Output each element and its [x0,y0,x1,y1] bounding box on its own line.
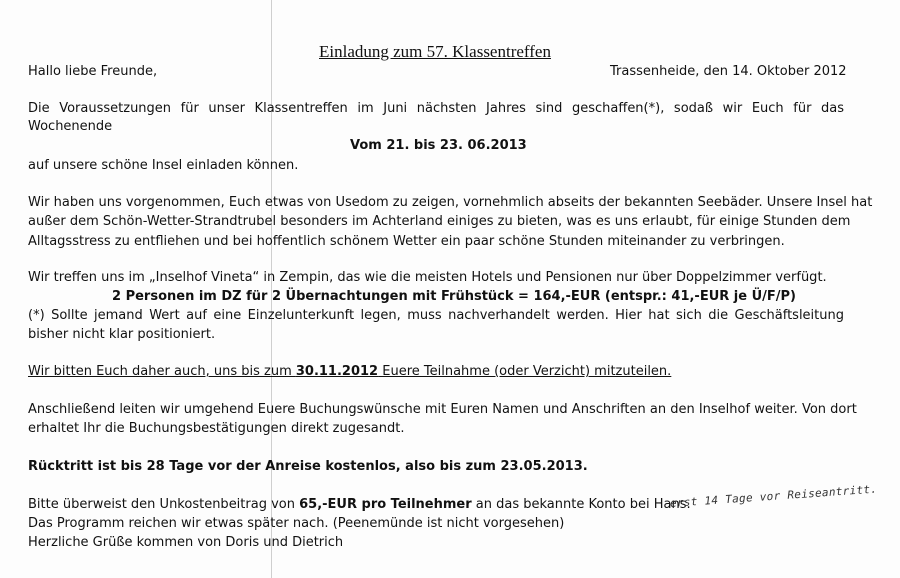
paragraph-3-line-1: Wir treffen uns im „Inselhof Vineta“ in Zempin, das wie die meisten Hotels und Pensionen nur über Doppelzimmer verfügt. [28,270,827,285]
event-date-range: Vom 21. bis 23. 06.2013 [350,138,527,153]
greeting: Hallo liebe Freunde, [28,64,158,79]
rsvp-request-pre: Wir bitten Euch daher auch, uns bis zum [28,364,296,379]
fee-post: an das bekannte Konto bei Hans. [471,497,691,512]
fee-amount: 65,-EUR pro Teilnehmer [299,497,472,512]
place-date: Trassenheide, den 14. Oktober 2012 [610,64,847,79]
fee-line [28,497,691,513]
footnote-line-2: bisher nicht klar positioniert. [28,327,216,342]
cancellation-policy: Rücktritt ist bis 28 Tage vor der Anreise kostenlos, also bis zum 23.05.2013. [28,459,588,474]
fee-pre: Bitte überweist den Unkostenbeitrag von [28,497,300,512]
paragraph-2-line-1: Wir haben uns vorgenommen, Euch etwas von Usedom zu zeigen, vornehmlich abseits der bekannten Seebäder. Unsere Insel hat [28,195,873,210]
rsvp-request [28,364,671,380]
paragraph-2-line-3: Alltagsstress zu entfliehen und bei hoffentlich schönem Wetter ein paar schöne Stunden miteinander zu verbringen. [28,234,785,249]
rsvp-request-post: Euere Teilnahme (oder Verzicht) mitzuteilen. [378,364,672,379]
handwritten-note: erst 14 Tage vor Reiseantritt. [669,482,878,510]
program-line: Das Programm reichen wir etwas später nach. (Peenemünde ist nicht vorgesehen) [28,516,565,531]
price-line: 2 Personen im DZ für 2 Übernachtungen mit Frühstück = 164,-EUR (entspr.: 41,-EUR je Ü/F/P) [112,289,796,304]
paragraph-2-line-2: außer dem Schön-Wetter-Strandtrubel besonders im Achterland einiges zu bieten, was es uns erlaubt, für einige Stunden dem [28,214,851,229]
paragraph-1-line-2: Wochenende [28,119,113,134]
letter-title: Einladung zum 57. Klassentreffen [319,42,551,61]
rsvp-deadline: 30.11.2012 [295,364,379,379]
paragraph-1-line-1: Die Voraussetzungen für unser Klassentreffen im Juni nächsten Jahres sind geschaffen(*), sodaß wir Euch für das [28,101,844,116]
paragraph-5-line-1: Anschließend leiten wir umgehend Euere Buchungswünsche mit Euren Namen und Anschriften an den Inselhof weiter. Von dort [28,402,857,417]
paragraph-1-line-3: auf unsere schöne Insel einladen können. [28,158,299,173]
closing: Herzliche Grüße kommen von Doris und Dietrich [28,535,344,550]
footnote-line-1: (*) Sollte jemand Wert auf eine Einzelunterkunft legen, muss nachverhandelt werden. Hier hat sich die Geschäftsleitung [28,308,844,323]
paragraph-5-line-2: erhaltet Ihr die Buchungsbestätigungen direkt zugesandt. [28,421,405,436]
